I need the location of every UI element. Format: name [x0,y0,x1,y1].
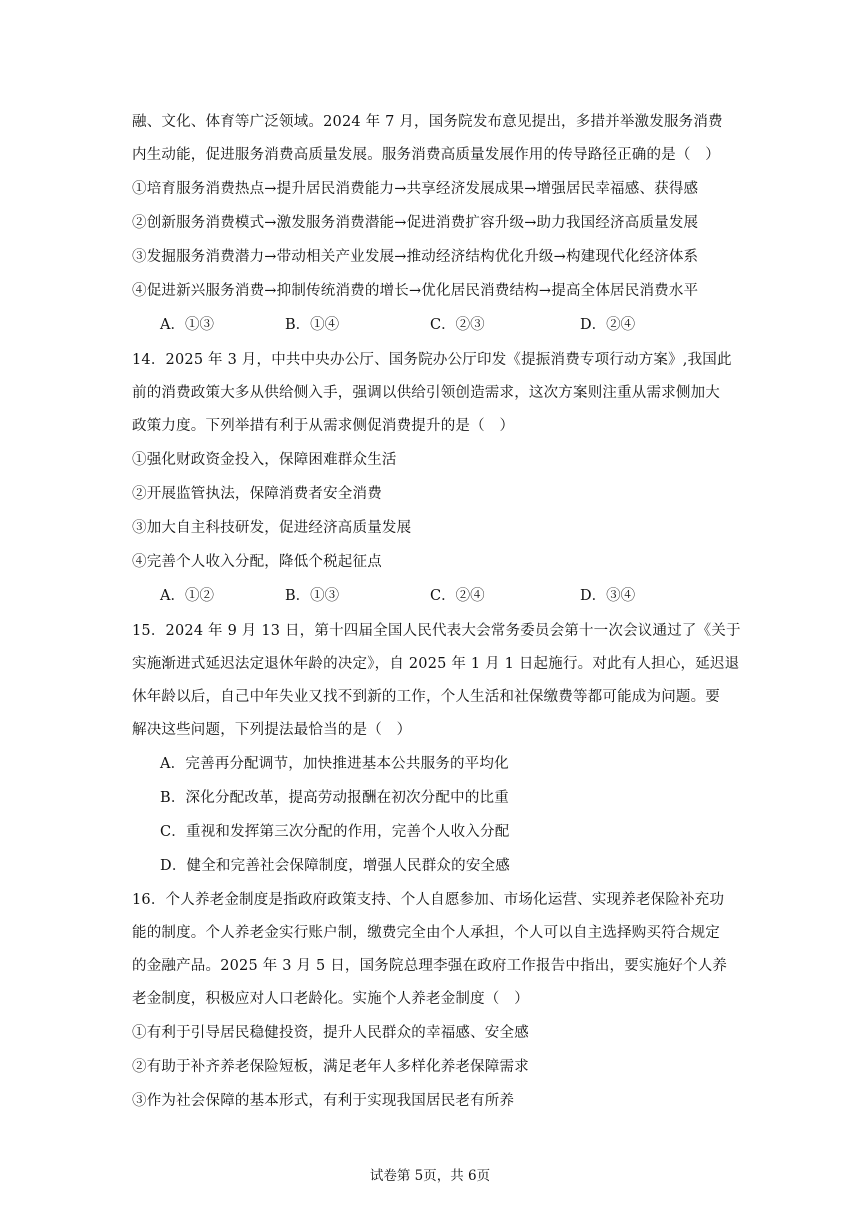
q16-statement-2: ②有助于补齐养老保险短板，满足老年人多样化养老保障需求 [132,1059,529,1075]
page-footer: 试卷第 5页，共 6页 [369,1168,491,1184]
q15-stem-line-3: 休年龄以后，自己中年失业又找不到新的工作，个人生活和社保缴费等都可能成为问题。要 [132,689,720,705]
q15-option-d[interactable]: D．健全和完善社会保障制度，增强人民群众的安全感 [160,858,510,874]
q14-statement-1: ①强化财政资金投入，保障困难群众生活 [132,452,397,468]
q15-option-b[interactable]: B．深化分配改革，提高劳动报酬在初次分配中的比重 [160,790,509,806]
q13-statement-3: ③发掘服务消费潜力→带动相关产业发展→推动经济结构优化升级→构建现代化经济体系 [132,249,699,265]
q15-stem-line-2: 实施渐进式延迟法定退休年龄的决定》，自 2025 年 1 月 1 日起施行。对此有人担心，延迟退 [132,656,740,672]
q16-stem-line-4: 老金制度，积极应对人口老龄化。实施个人养老金制度（ ） [132,991,529,1007]
q13-choice-a[interactable]: A．①③ [160,317,214,333]
q14-stem-line-2: 前的消费政策大多从供给侧入手，强调以供给引领创造需求，这次方案则注重从需求侧加大 [132,385,720,401]
q16-statement-1: ①有利于引导居民稳健投资，提升人民群众的幸福感、安全感 [132,1025,529,1041]
q14-statement-3: ③加大自主科技研发，促进经济高质量发展 [132,520,412,536]
q16-stem-line-3: 的金融产品。2025 年 3 月 5 日，国务院总理李强在政府工作报告中指出，要实施好个人养 [132,958,728,974]
q14-stem-line-3: 政策力度。下列举措有利于从需求侧促消费提升的是（ ） [132,418,515,434]
q14-statement-4: ④完善个人收入分配，降低个税起征点 [132,554,382,570]
q14-choice-d[interactable]: D．③④ [580,588,636,604]
q14-statement-2: ②开展监管执法，保障消费者安全消费 [132,486,382,502]
q14-choices [160,586,720,606]
q13-choices [160,315,720,335]
q14-choice-c[interactable]: C．②④ [430,588,485,604]
q13-choice-d[interactable]: D．②④ [580,317,636,333]
q13-choice-b[interactable]: B．①④ [285,317,340,333]
q15-option-a[interactable]: A．完善再分配调节，加快推进基本公共服务的平均化 [160,756,509,772]
q16-statement-3: ③作为社会保障的基本形式，有利于实现我国居民老有所养 [132,1093,515,1109]
q13-stem-line-1: 融、文化、体育等广泛领域。2024 年 7 月，国务院发布意见提出，多措并举激发服务消费 [132,114,723,130]
q13-statement-4: ④促进新兴服务消费→抑制传统消费的增长→优化居民消费结构→提高全体居民消费水平 [132,283,699,299]
q13-stem-line-2: 内生动能，促进服务消费高质量发展。服务消费高质量发展作用的传导路径正确的是（ ） [132,147,720,163]
q13-choice-c[interactable]: C．②③ [430,317,485,333]
q15-stem-line-1: 15．2024 年 9 月 13 日，第十四届全国人民代表大会常务委员会第十一次会议通过了《关于 [132,623,741,639]
q16-stem-line-2: 能的制度。个人养老金实行账户制，缴费完全由个人承担，个人可以自主选择购买符合规定 [132,925,720,941]
q14-choice-a[interactable]: A．①② [160,588,214,604]
q13-statement-2: ②创新服务消费模式→激发服务消费潜能→促进消费扩容升级→助力我国经济高质量发展 [132,215,699,231]
q14-choice-b[interactable]: B．①③ [285,588,340,604]
q14-stem-line-1: 14．2025 年 3 月，中共中央办公厅、国务院办公厅印发《提振消费专项行动方案》,我国此 [132,352,732,368]
q13-statement-1: ①培育服务消费热点→提升居民消费能力→共享经济发展成果→增强居民幸福感、获得感 [132,181,699,197]
q15-option-c[interactable]: C．重视和发挥第三次分配的作用，完善个人收入分配 [160,824,510,840]
q16-stem-line-1: 16．个人养老金制度是指政府政策支持、个人自愿参加、市场化运营、实现养老保险补充功 [132,892,725,908]
q15-stem-line-4: 解决这些问题，下列提法最恰当的是（ ） [132,722,412,738]
